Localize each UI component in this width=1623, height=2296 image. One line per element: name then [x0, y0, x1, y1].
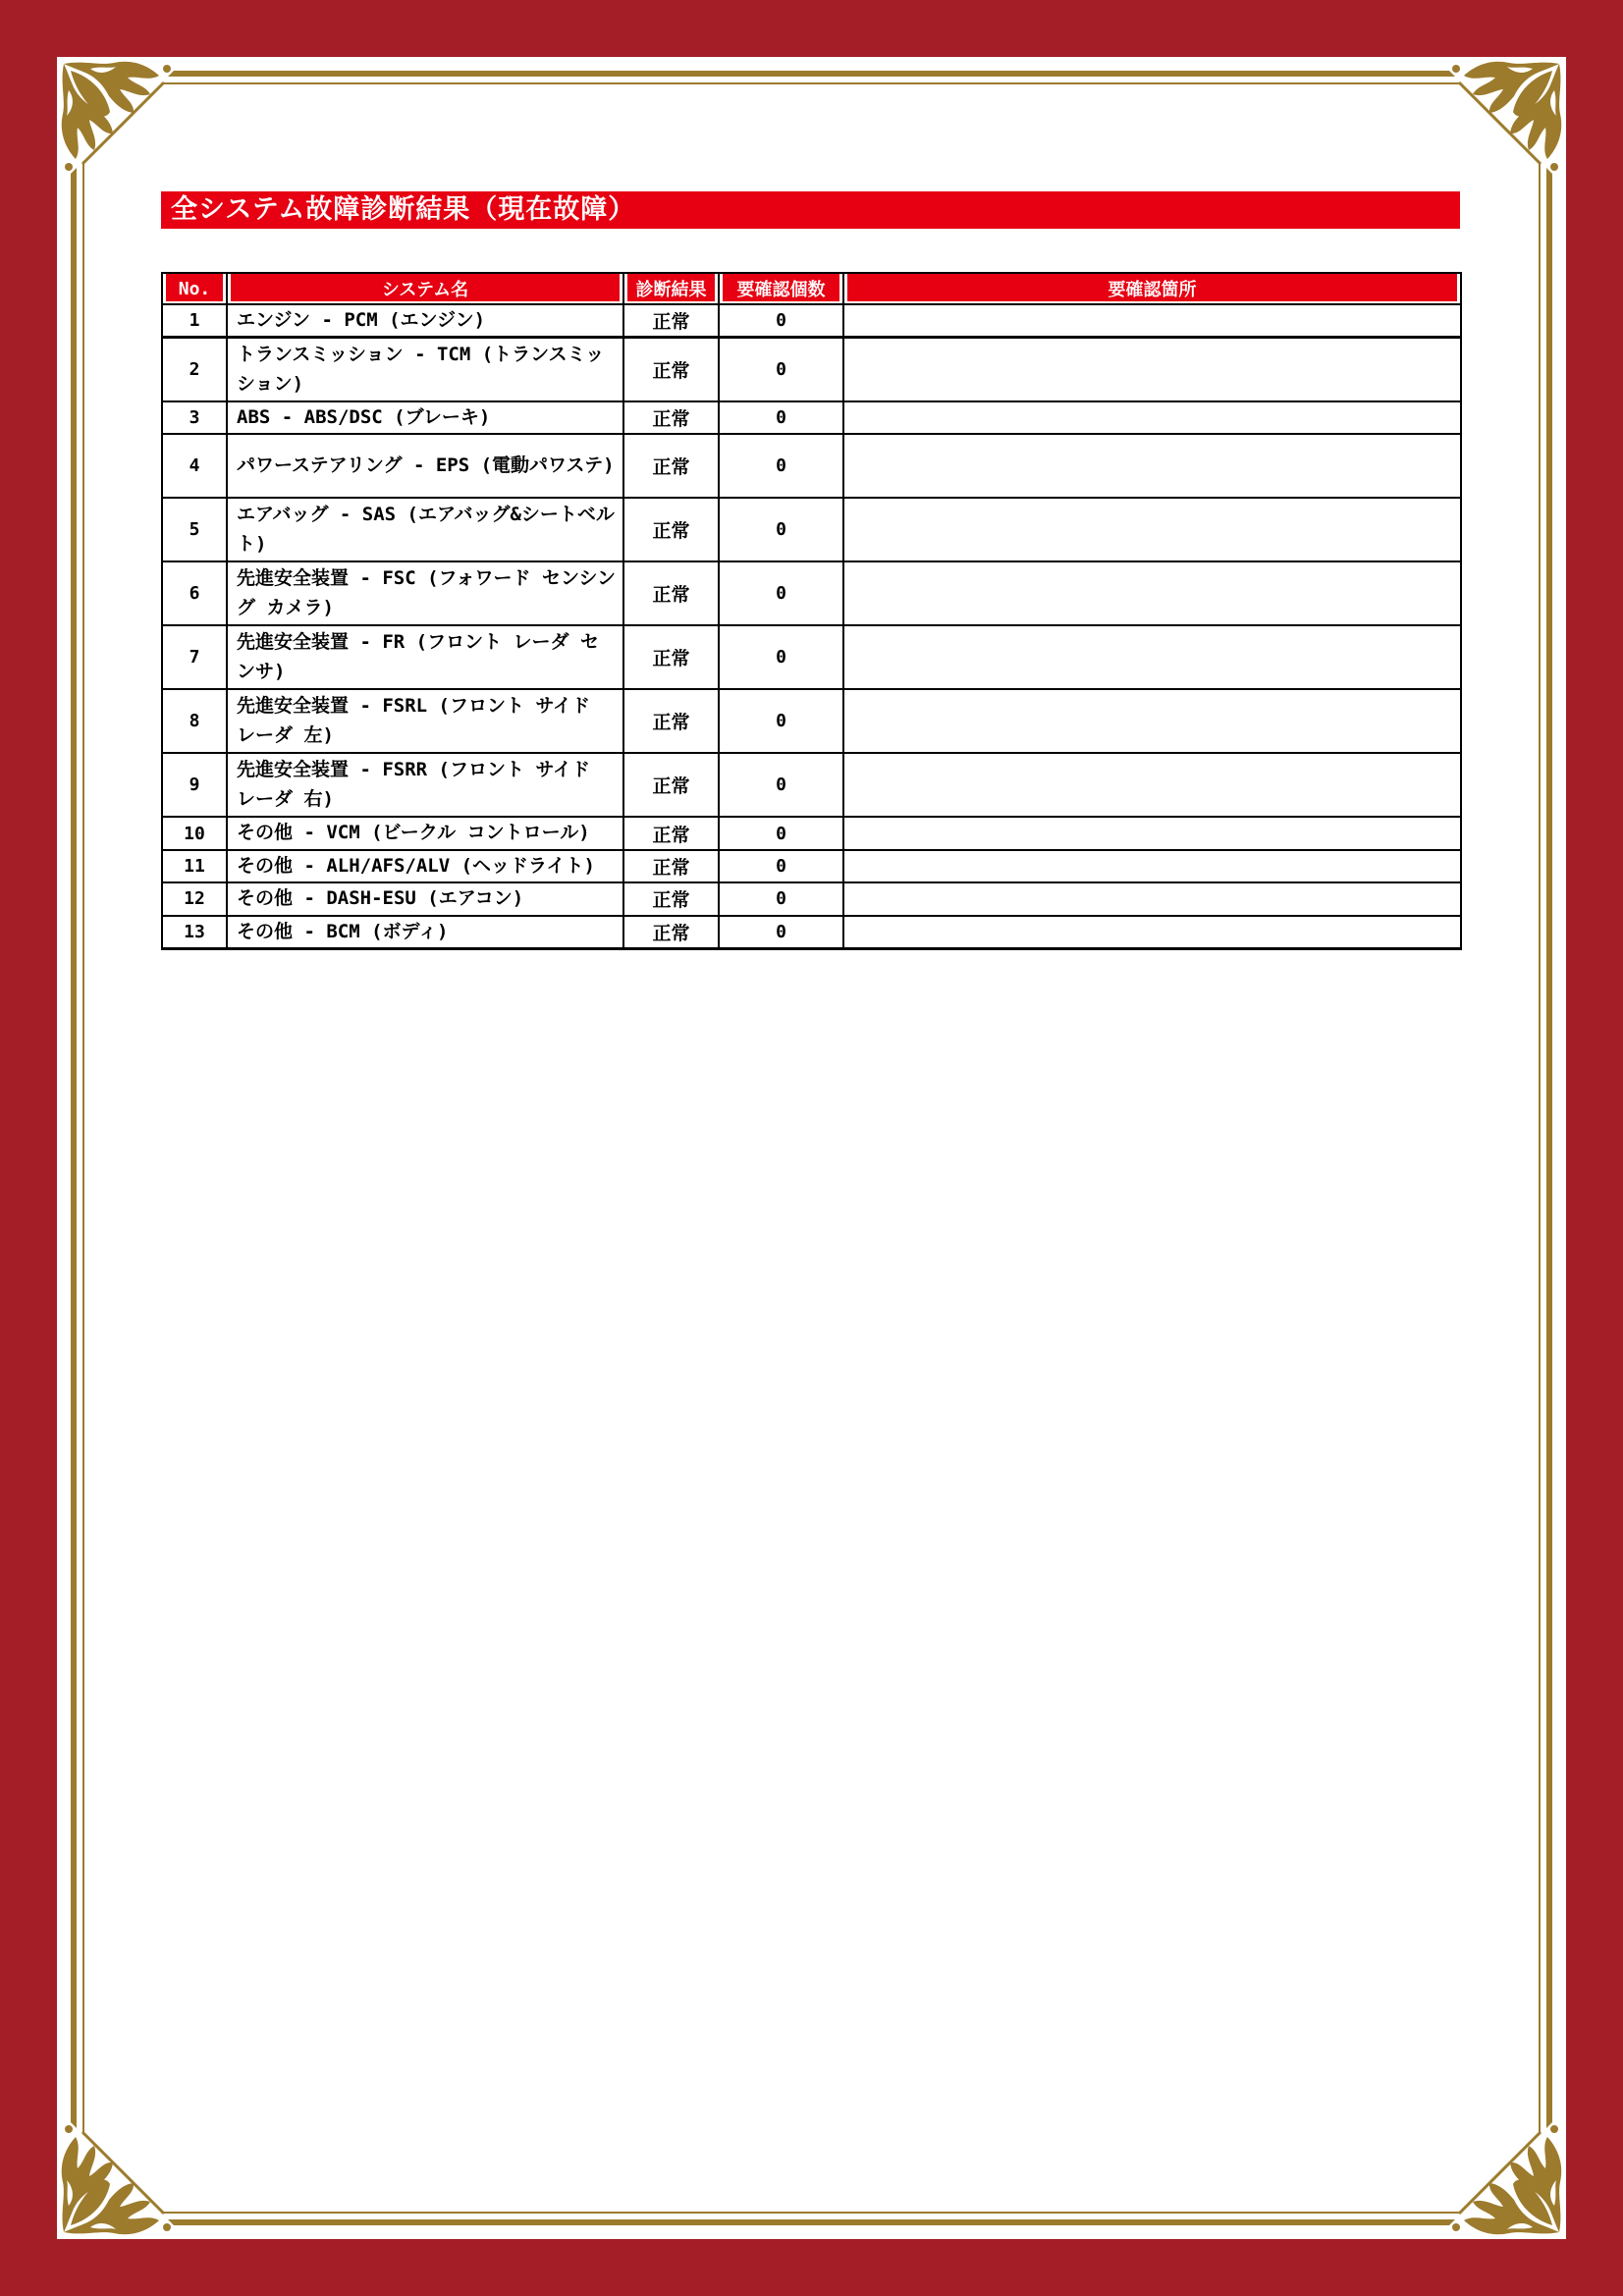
table-row [162, 817, 1461, 849]
diagnosis-result-cell: 正常 [623, 304, 719, 338]
diagnosis-result-cell: 正常 [623, 434, 719, 498]
check-count-cell: 0 [719, 689, 843, 753]
diagnosis-result-cell: 正常 [623, 561, 719, 625]
system-name-cell: その他 - VCM (ビークル コントロール) [227, 817, 623, 849]
check-count-cell: 0 [719, 882, 843, 915]
row-number-cell: 12 [162, 882, 227, 915]
table-row [162, 401, 1461, 434]
diagnosis-result-cell: 正常 [623, 401, 719, 434]
check-location-cell [843, 882, 1461, 915]
report-title: 全システム故障診断結果（現在故障） [171, 194, 636, 225]
check-count-cell: 0 [719, 753, 843, 817]
header-no: No. [162, 273, 227, 304]
table-row [162, 498, 1461, 561]
check-count-cell: 0 [719, 850, 843, 882]
check-location-cell [843, 689, 1461, 753]
row-number-cell: 4 [162, 434, 227, 498]
row-number-cell: 9 [162, 753, 227, 817]
system-name-cell: 先進安全装置 - FSC (フォワード センシング カメラ) [227, 561, 623, 625]
check-location-cell [843, 401, 1461, 434]
check-count-cell: 0 [719, 401, 843, 434]
row-number-cell: 13 [162, 916, 227, 949]
row-number-cell: 10 [162, 817, 227, 849]
check-count-cell: 0 [719, 916, 843, 949]
diagnosis-result-cell: 正常 [623, 625, 719, 689]
table-row [162, 338, 1461, 401]
check-location-cell [843, 304, 1461, 338]
row-number-cell: 3 [162, 401, 227, 434]
header-check-location: 要確認箇所 [843, 273, 1461, 304]
table-row [162, 434, 1461, 498]
system-name-cell: 先進安全装置 - FR (フロント レーダ センサ) [227, 625, 623, 689]
check-location-cell [843, 338, 1461, 401]
table-row [162, 561, 1461, 625]
check-location-cell [843, 625, 1461, 689]
check-location-cell [843, 817, 1461, 849]
diagnosis-result-cell: 正常 [623, 498, 719, 561]
diagnosis-result-table [161, 272, 1462, 950]
check-count-cell: 0 [719, 338, 843, 401]
row-number-cell: 1 [162, 304, 227, 338]
table-row [162, 625, 1461, 689]
check-count-cell: 0 [719, 561, 843, 625]
check-location-cell [843, 561, 1461, 625]
check-location-cell [843, 498, 1461, 561]
table-row [162, 689, 1461, 753]
check-count-cell: 0 [719, 434, 843, 498]
system-name-cell: その他 - DASH-ESU (エアコン) [227, 882, 623, 915]
table-row [162, 882, 1461, 915]
row-number-cell: 7 [162, 625, 227, 689]
system-name-cell: 先進安全装置 - FSRR (フロント サイド レーダ 右) [227, 753, 623, 817]
diagnosis-result-cell: 正常 [623, 689, 719, 753]
row-number-cell: 5 [162, 498, 227, 561]
row-number-cell: 8 [162, 689, 227, 753]
diagnosis-result-cell: 正常 [623, 753, 719, 817]
report-title-bar [161, 191, 1460, 229]
header-system-name: システム名 [227, 273, 623, 304]
system-name-cell: パワーステアリング - EPS (電動パワステ) [227, 434, 623, 498]
table-row [162, 916, 1461, 949]
row-number-cell: 6 [162, 561, 227, 625]
header-diagnosis-result: 診断結果 [623, 273, 719, 304]
check-count-cell: 0 [719, 498, 843, 561]
check-count-cell: 0 [719, 625, 843, 689]
table-row [162, 850, 1461, 882]
diagnosis-result-cell: 正常 [623, 916, 719, 949]
system-name-cell: トランスミッション - TCM (トランスミッション) [227, 338, 623, 401]
system-name-cell: エアバッグ - SAS (エアバッグ&シートベルト) [227, 498, 623, 561]
system-name-cell: ABS - ABS/DSC (ブレーキ) [227, 401, 623, 434]
system-name-cell: 先進安全装置 - FSRL (フロント サイド レーダ 左) [227, 689, 623, 753]
system-name-cell: その他 - ALH/AFS/ALV (ヘッドライト) [227, 850, 623, 882]
check-location-cell [843, 916, 1461, 949]
check-count-cell: 0 [719, 304, 843, 338]
diagnosis-result-cell: 正常 [623, 850, 719, 882]
check-location-cell [843, 434, 1461, 498]
diagnosis-result-cell: 正常 [623, 338, 719, 401]
system-name-cell: エンジン - PCM (エンジン) [227, 304, 623, 338]
diagnosis-result-cell: 正常 [623, 817, 719, 849]
check-count-cell: 0 [719, 817, 843, 849]
table-header-row [162, 273, 1461, 304]
table-row [162, 753, 1461, 817]
row-number-cell: 2 [162, 338, 227, 401]
check-location-cell [843, 850, 1461, 882]
diagnosis-result-cell: 正常 [623, 882, 719, 915]
table-row [162, 304, 1461, 338]
system-name-cell: その他 - BCM (ボディ) [227, 916, 623, 949]
check-location-cell [843, 753, 1461, 817]
header-check-count: 要確認個数 [719, 273, 843, 304]
row-number-cell: 11 [162, 850, 227, 882]
